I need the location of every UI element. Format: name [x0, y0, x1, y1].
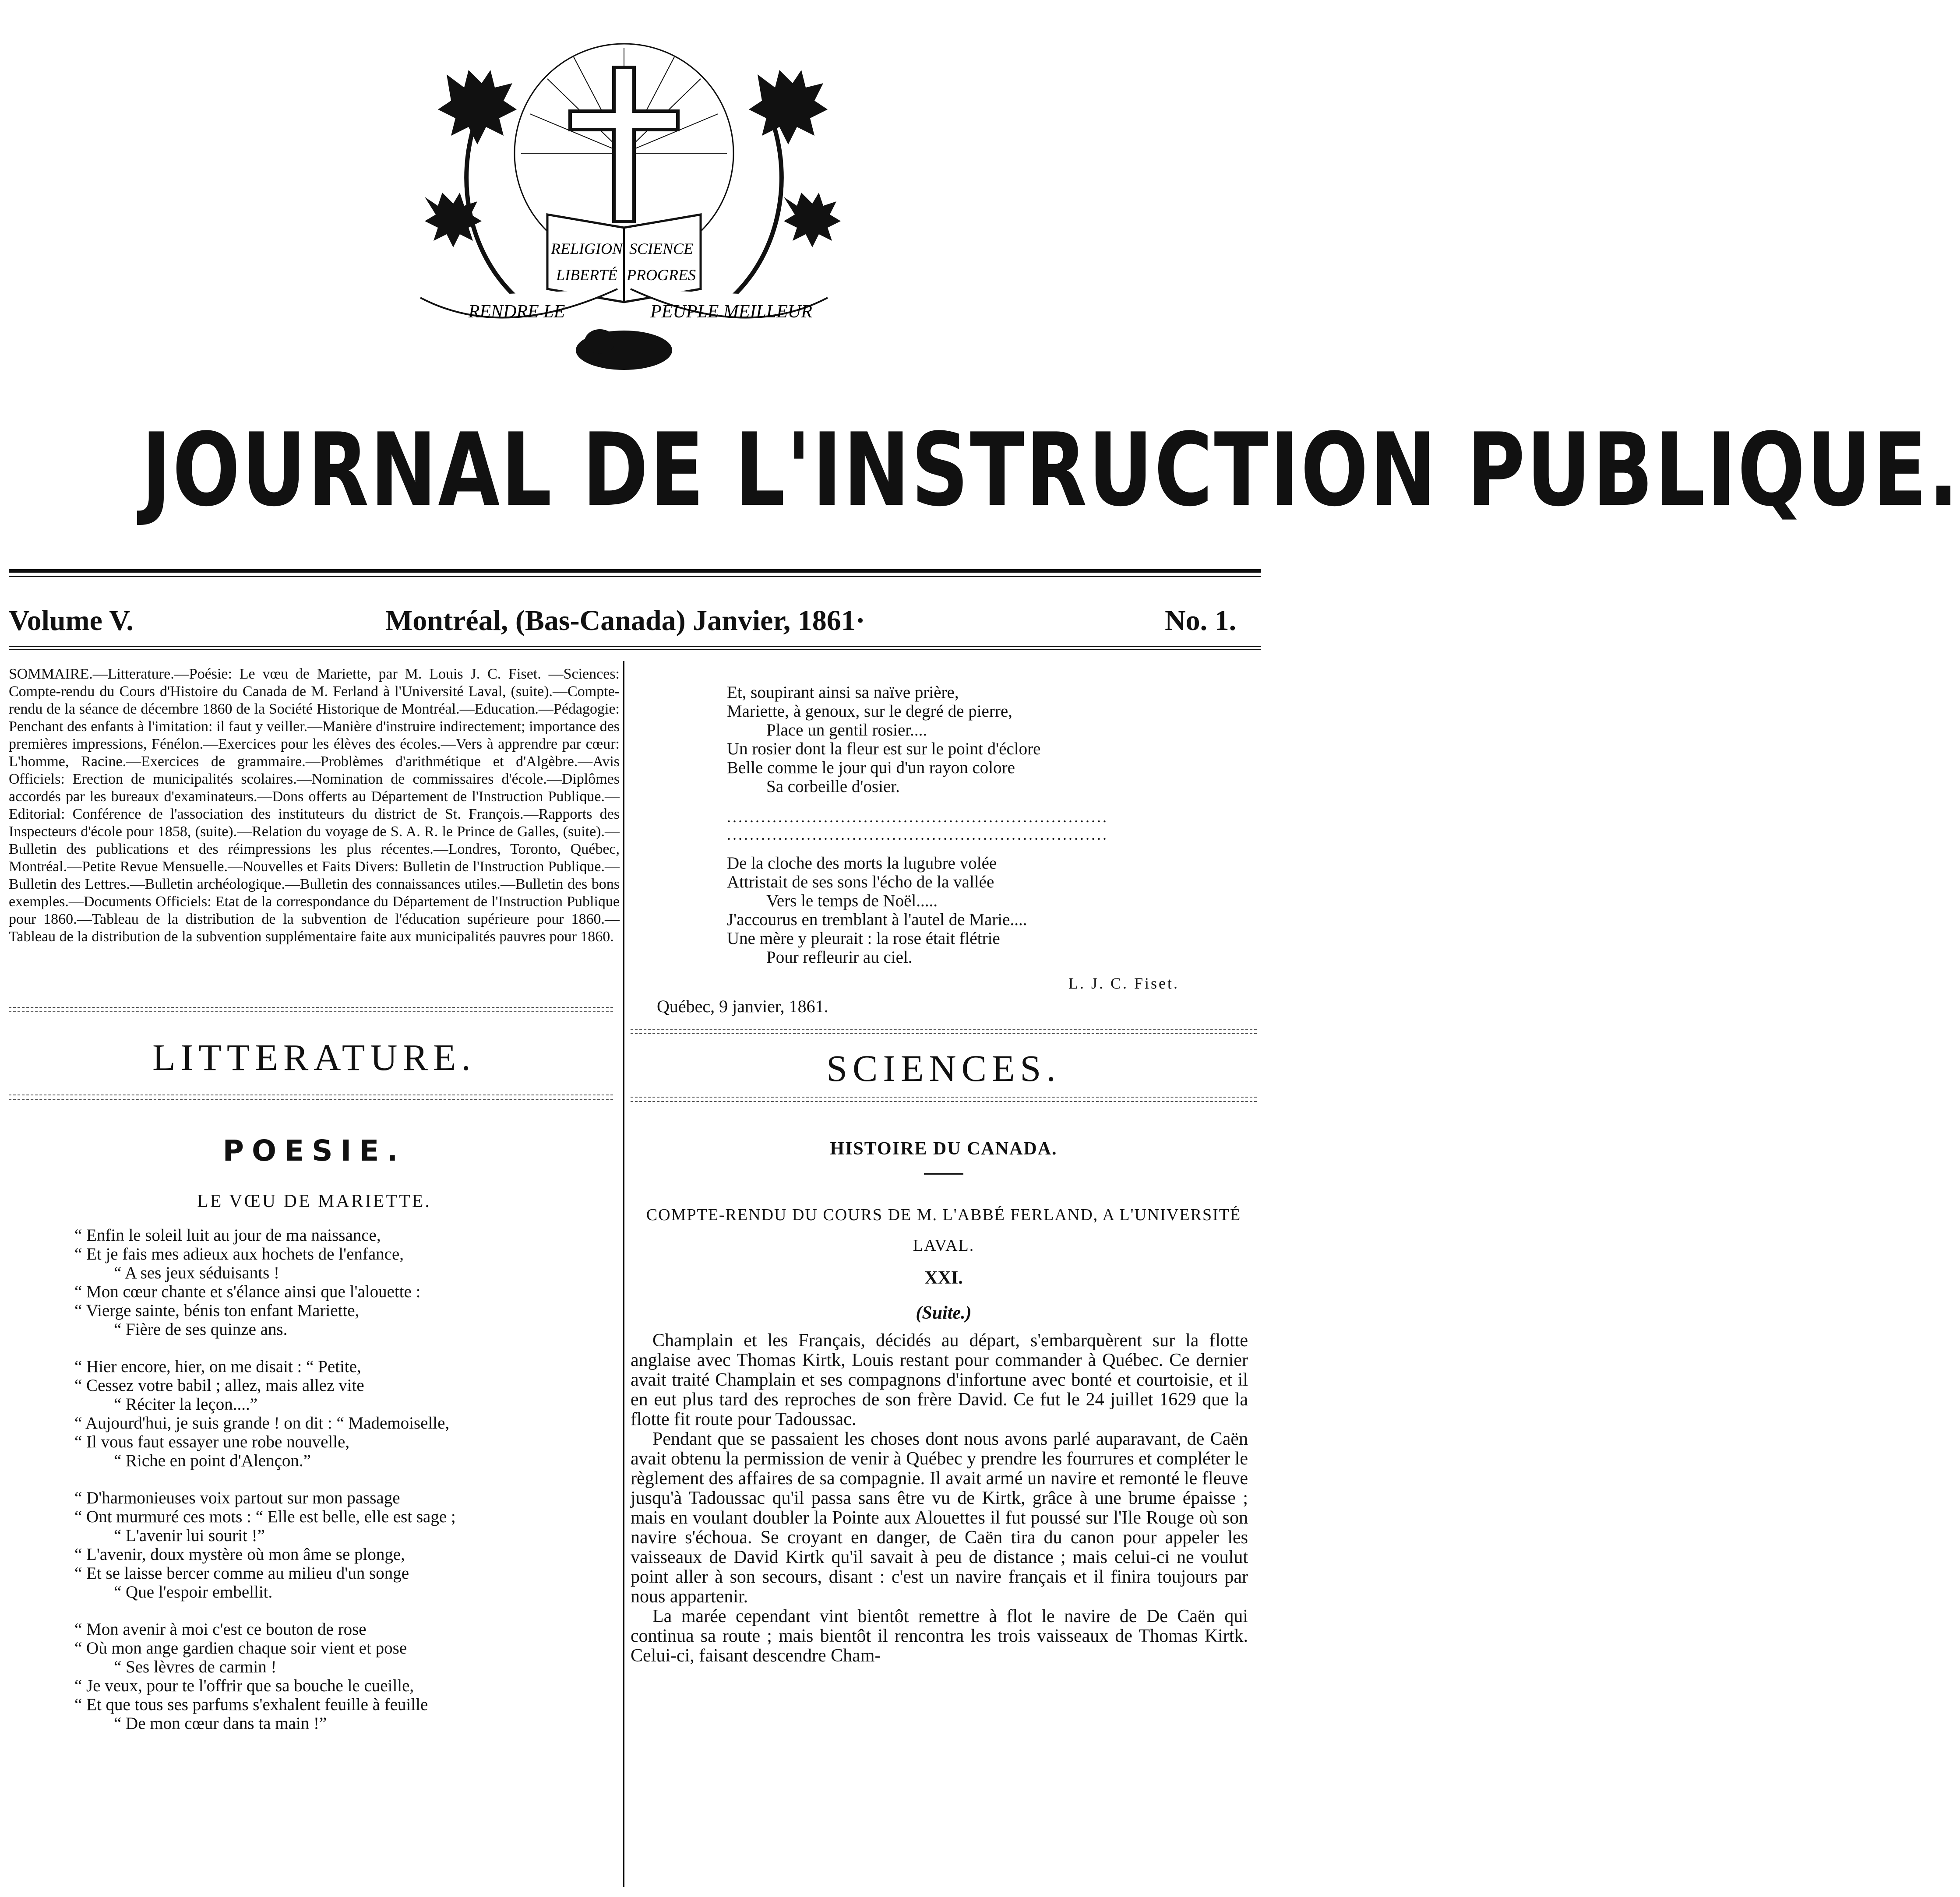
poesie-heading: POESIE.: [222, 1134, 406, 1168]
section-title-sciences: SCIENCES.: [826, 1047, 1061, 1089]
banner-left-text: RENDRE LE: [468, 302, 565, 322]
column-divider: [623, 661, 624, 1887]
masthead-emblem: [372, 9, 876, 403]
book-word-religion: RELIGION: [551, 240, 623, 257]
poem-stanza: “ D'harmonieuses voix partout sur mon passage “ Ont murmuré ces mots : “ Elle est belle, elle est sage ; “ L'avenir lui sourit !” “ L'avenir, doux mystère où mon âme se plonge, “ Et se laisse bercer comme au milieu d'un songe “ Que l'espoir embellit.: [74, 1489, 456, 1601]
poem-signature: L. J. C. Fiset.: [1068, 975, 1180, 992]
banner-right-text: PEUPLE MEILLEUR: [650, 302, 812, 322]
poem-stanza: “ Enfin le soleil luit au jour de ma naissance, “ Et je fais mes adieux aux hochets de l'enfance, “ A ses jeux séduisants ! “ Mon cœur chante et s'élance ainsi que l'alouette : “ Vierge sainte, bénis ton enfant Mariette, “ Fière de ses quinze ans.: [74, 1226, 421, 1339]
book-word-science: SCIENCE: [629, 240, 694, 257]
cross-emblem-icon: [372, 9, 876, 403]
poem-title: LE VŒU DE MARIETTE.: [197, 1191, 431, 1211]
poem-continuation-b: De la cloche des morts la lugubre volée Attristait de ses sons l'écho de la vallée Vers le temps de Noël..... J'accourus en tremblant à l'autel de Marie.... Une mère y pleurait : la rose était flétrie Pour refleurir au ciel.: [727, 854, 1027, 967]
volume-label: Volume V.: [9, 605, 134, 637]
poem-body: [74, 1226, 613, 1751]
journal-title: JOURNAL DE L'INSTRUCTION PUBLIQUE.: [141, 412, 1960, 529]
poem-continuation-a: Et, soupirant ainsi sa naïve prière, Mariette, à genoux, sur le degré de pierre, Place un gentil rosier.... Un rosier dont la fleur est sur le point d'éclore Belle comme le jour qui d'un rayon colore Sa corbeille d'osier.: [727, 683, 1041, 796]
issue-number: No. 1.: [1165, 605, 1237, 637]
poem-stanza: “ Mon avenir à moi c'est ce bouton de rose “ Où mon ange gardien chaque soir vient et pose “ Ses lèvres de carmin ! “ Je veux, pour te l'offrir que sa bouche le cueille, “ Et que tous ses parfums s'exhalent feuille à feuille “ De mon cœur dans ta main !”: [74, 1620, 428, 1733]
article-paragraph: Champlain et les Français, décidés au départ, s'embarquèrent sur la flotte anglaise avec Thomas Kirtk, Louis restant pour commander à Québec. Ce dernier avait traité Champlain et ses compagnons d'infortune avec bonté et courtoisie, et il en eut plus tard des reproches de son frère David. Ce fut le 24 juillet 1629 que la flotte fit route pour Tadoussac.: [631, 1330, 1248, 1429]
article-paragraph: Pendant que se passaient les choses dont nous avons parlé auparavant, de Caën avait obtenu la permission de venir à Québec y prendre les fourrures et compléter le règlement des affaires de sa compagnie. Il avait armé un navire et remonté le fleuve jusqu'à Tadoussac qu'il passa sans être vu de Kirtk, grâce à une brume épaisse ; mais en voulant doubler la Pointe aux Alouettes il fut poussé sur l'Ile Rouge où son navire s'échoua. Se croyant en danger, de Caën tira du canon pour appeler les vaisseaux de David Kirtk qu'il savait à peu de distance ; mais celui-ci ne voulut point aller à son secours, disant : c'est un navire français et il finira toujours par nous appartenir.: [631, 1429, 1248, 1607]
poem-dateline: Québec, 9 janvier, 1861.: [657, 996, 828, 1016]
issue-place-date: Montréal, (Bas-Canada) Janvier, 1861·: [385, 605, 865, 637]
section-title-litterature: LITTERATURE.: [152, 1036, 476, 1078]
article-body: [631, 1331, 1248, 1666]
ellipsis-line: ...................................................................: [727, 826, 1108, 843]
article-subtitle: COMPTE-RENDU DU COURS DE M. L'ABBÉ FERLAND, A L'UNIVERSITÉ LAVAL.: [646, 1206, 1241, 1255]
summary-block: SOMMAIRE.—Litterature.—Poésie: Le vœu de Mariette, par M. Louis J. C. Fiset. —Sciences: Compte-rendu du Cours d'Histoire du Canada de M. Ferland à l'Université Laval, (suite).—Compte-rendu de la séance de décembre 1860 de la Société Historique de Montréal.—Education.—Pédagogie: Penchant des enfants à l'imitation: il faut y veiller.—Manière d'instruire indirectement; importance des premières impressions, Fénélon.—Exercices pour les élèves des écoles.—Vers à apprendre par cœur: L'homme, Racine.—Exercices de grammaire.—Problèmes d'arithmétique et d'Algèbre.—Avis Officiels: Erection de municipalités scolaires.—Nomination de commissaires d'école.—Diplômes accordés par les bureaux d'examinateurs.—Dons offerts au Département de l'Instruction Publique.—Editorial: Conférence de l'association des instituteurs du district de St. François.—Rapports des Inspecteurs d'école pour 1858, (suite).—Relation du voyage de S. A. R. le Prince de Galles, (suite).—Bulletin des publications et des réimpressions les plus récentes.—Londres, Toronto, Québec, Montréal.—Petite Revue Mensuelle.—Nouvelles et Faits Divers: Bulletin de l'Instruction Publique.—Bulletin des Lettres.—Bulletin archéologique.—Bulletin des connaissances utiles.—Bulletin des bons exemples.—Documents Officiels: Etat de la correspondance du Département de l'Instruction Publique pour 1860.—Tableau de la distribution de la subvention de l'éducation supérieure pour 1860.—Tableau de la distribution de la subvention supplémentaire faite aux municipalités pauvres pour 1860.: [9, 666, 620, 945]
poem-stanza: “ Hier encore, hier, on me disait : “ Petite, “ Cessez votre babil ; allez, mais allez vite “ Réciter la leçon....” “ Aujourd'hui, je suis grande ! on dit : “ Mademoiselle, “ Il vous faut essayer une robe nouvelle, “ Riche en point d'Alençon.”: [74, 1357, 450, 1470]
ellipsis-line: ...................................................................: [727, 808, 1108, 826]
article-title: HISTOIRE DU CANADA.: [830, 1139, 1058, 1159]
chapter-number: XXI.: [924, 1268, 963, 1288]
book-word-progres: PROGRES: [627, 266, 696, 284]
book-word-liberte: LIBERTÉ: [556, 266, 617, 284]
suite-label: (Suite.): [916, 1303, 972, 1323]
article-paragraph: La marée cependant vint bientôt remettre à flot le navire de De Caën qui continua sa route ; mais bientôt il rencontra les trois vaisseaux de Thomas Kirtk. Celui-ci, faisant descendre Cham-: [631, 1606, 1248, 1666]
